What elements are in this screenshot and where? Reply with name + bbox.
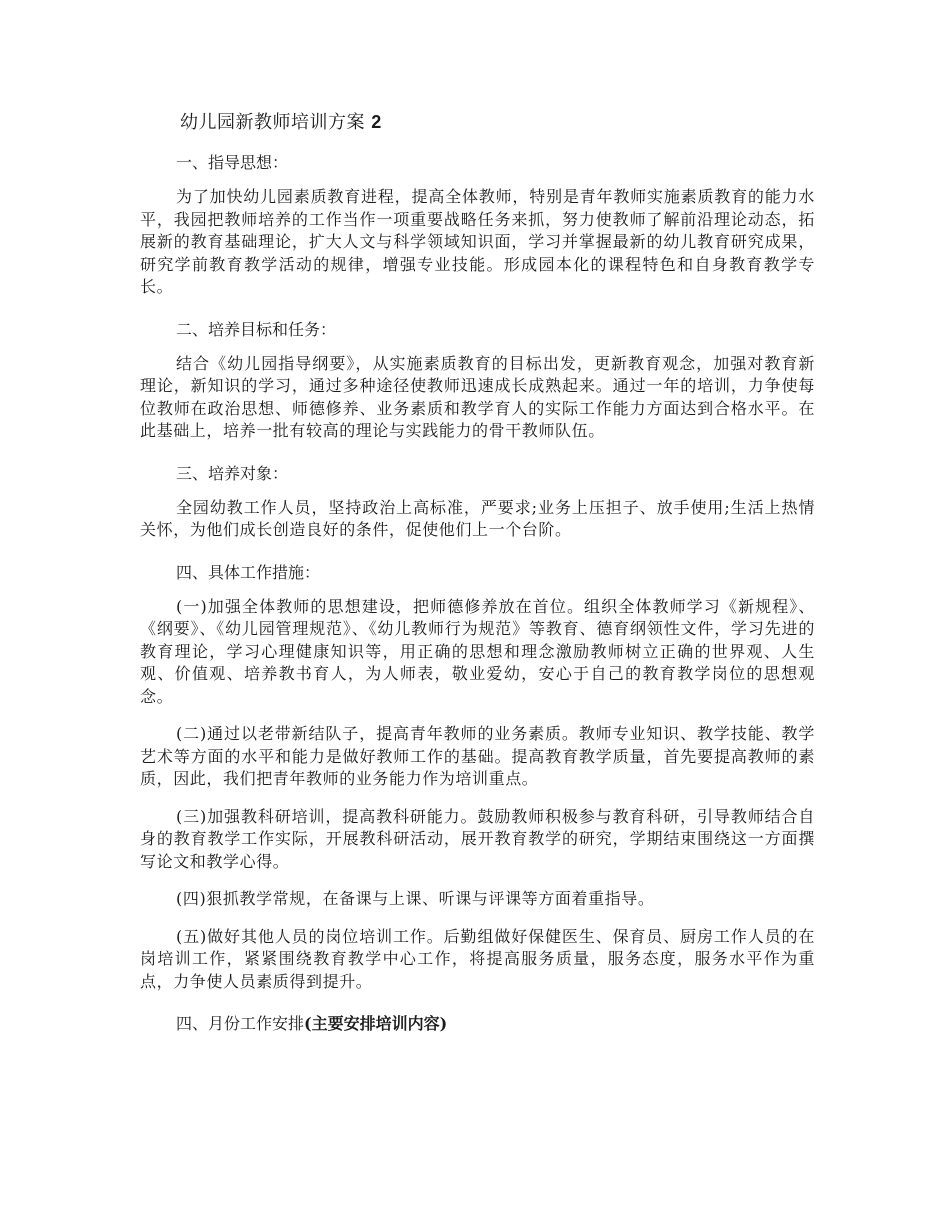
section-paragraph: (一)加强全体教师的思想建设，把师德修养放在首位。组织全体教师学习《新规程》、《纲要》、《幼儿园管理规范》、《幼儿教师行为规范》等教育、德育纲领性文件，学习先进的教育理论，学习心理健康知识等，用正确的思想和理念激励教师树立正确的世界观、人生观、价值观、培养教书育人，为人师表，敬业爱幼，安心于自己的教育教学岗位的思想观念。 <box>140 596 815 706</box>
section-paragraph: (三)加强教科研培训，提高教科研能力。鼓励教师积极参与教育科研，引导教师结合自身的教育教学工作实际，开展教科研活动，展开教育教学的研究，学期结束围绕这一方面撰写论文和教学心得。 <box>140 806 815 871</box>
document-title-number: 2 <box>371 112 382 132</box>
section-paragraph: 结合《幼儿园指导纲要》，从实施素质教育的目标出发，更新教育观念，加强对教育新理论，新知识的学习，通过多种途径使教师迅速成长成熟起来。通过一年的培训，力争使每位教师在政治思想、师德修养、业务素质和教学育人的实际工作能力方面达到合格水平。在此基础上，培养一批有较高的理论与实践能力的骨干教师队伍。 <box>140 353 815 440</box>
section-paragraph: (五)做好其他人员的岗位培训工作。后勤组做好保健医生、保育员、厨房工作人员的在岗培训工作，紧紧围绕教育教学中心工作，将提高服务质量，服务态度，服务水平作为重点，力争使人员素质得到提升。 <box>140 926 815 991</box>
section-paragraph: (二)通过以老带新结队子，提高青年教师的业务素质。教师专业知识、教学技能、教学艺术等方面的水平和能力是做好教师工作的基础。提高教育教学质量，首先要提高教师的素质，因此，我们把青年教师的业务能力作为培训重点。 <box>140 724 815 788</box>
final-heading-bold: (主要安排培训内容) <box>304 1014 448 1033</box>
document-title-text: 幼儿园新教师培训方案 <box>180 112 365 133</box>
section-heading: 一、指导思想： <box>176 153 289 172</box>
final-section-heading <box>140 1008 815 1040</box>
section-heading: 四、具体工作措施： <box>176 562 321 582</box>
document-title <box>140 106 815 139</box>
section-paragraph: 为了加快幼儿园素质教育进程，提高全体教师，特别是青年教师实施素质教育的能力水平，我园把教师培养的工作当作一项重要战略任务来抓，努力使教师了解前沿理论动态，拓展新的教育基础理论，扩大人文与科学领域知识面，学习并掌握最新的幼儿教育研究成果，研究学前教育教学活动的规律，增强专业技能。形成园本化的课程特色和自身教育教学专长。 <box>140 187 815 296</box>
final-heading-prefix: 四、月份工作安排 <box>176 1014 305 1033</box>
document-body <box>140 106 815 1047</box>
section-paragraph: 全园幼教工作人员，坚持政治上高标准，严要求;业务上压担子、放手使用;生活上热情关怀，为他们成长创造良好的条件，促使他们上一个台阶。 <box>140 497 815 539</box>
section-heading: 二、培养目标和任务： <box>176 319 337 339</box>
section-heading: 三、培养对象： <box>176 463 289 483</box>
section-paragraph: (四)狠抓教学常规，在备课与上课、听课与评课等方面着重指导。 <box>176 889 655 908</box>
